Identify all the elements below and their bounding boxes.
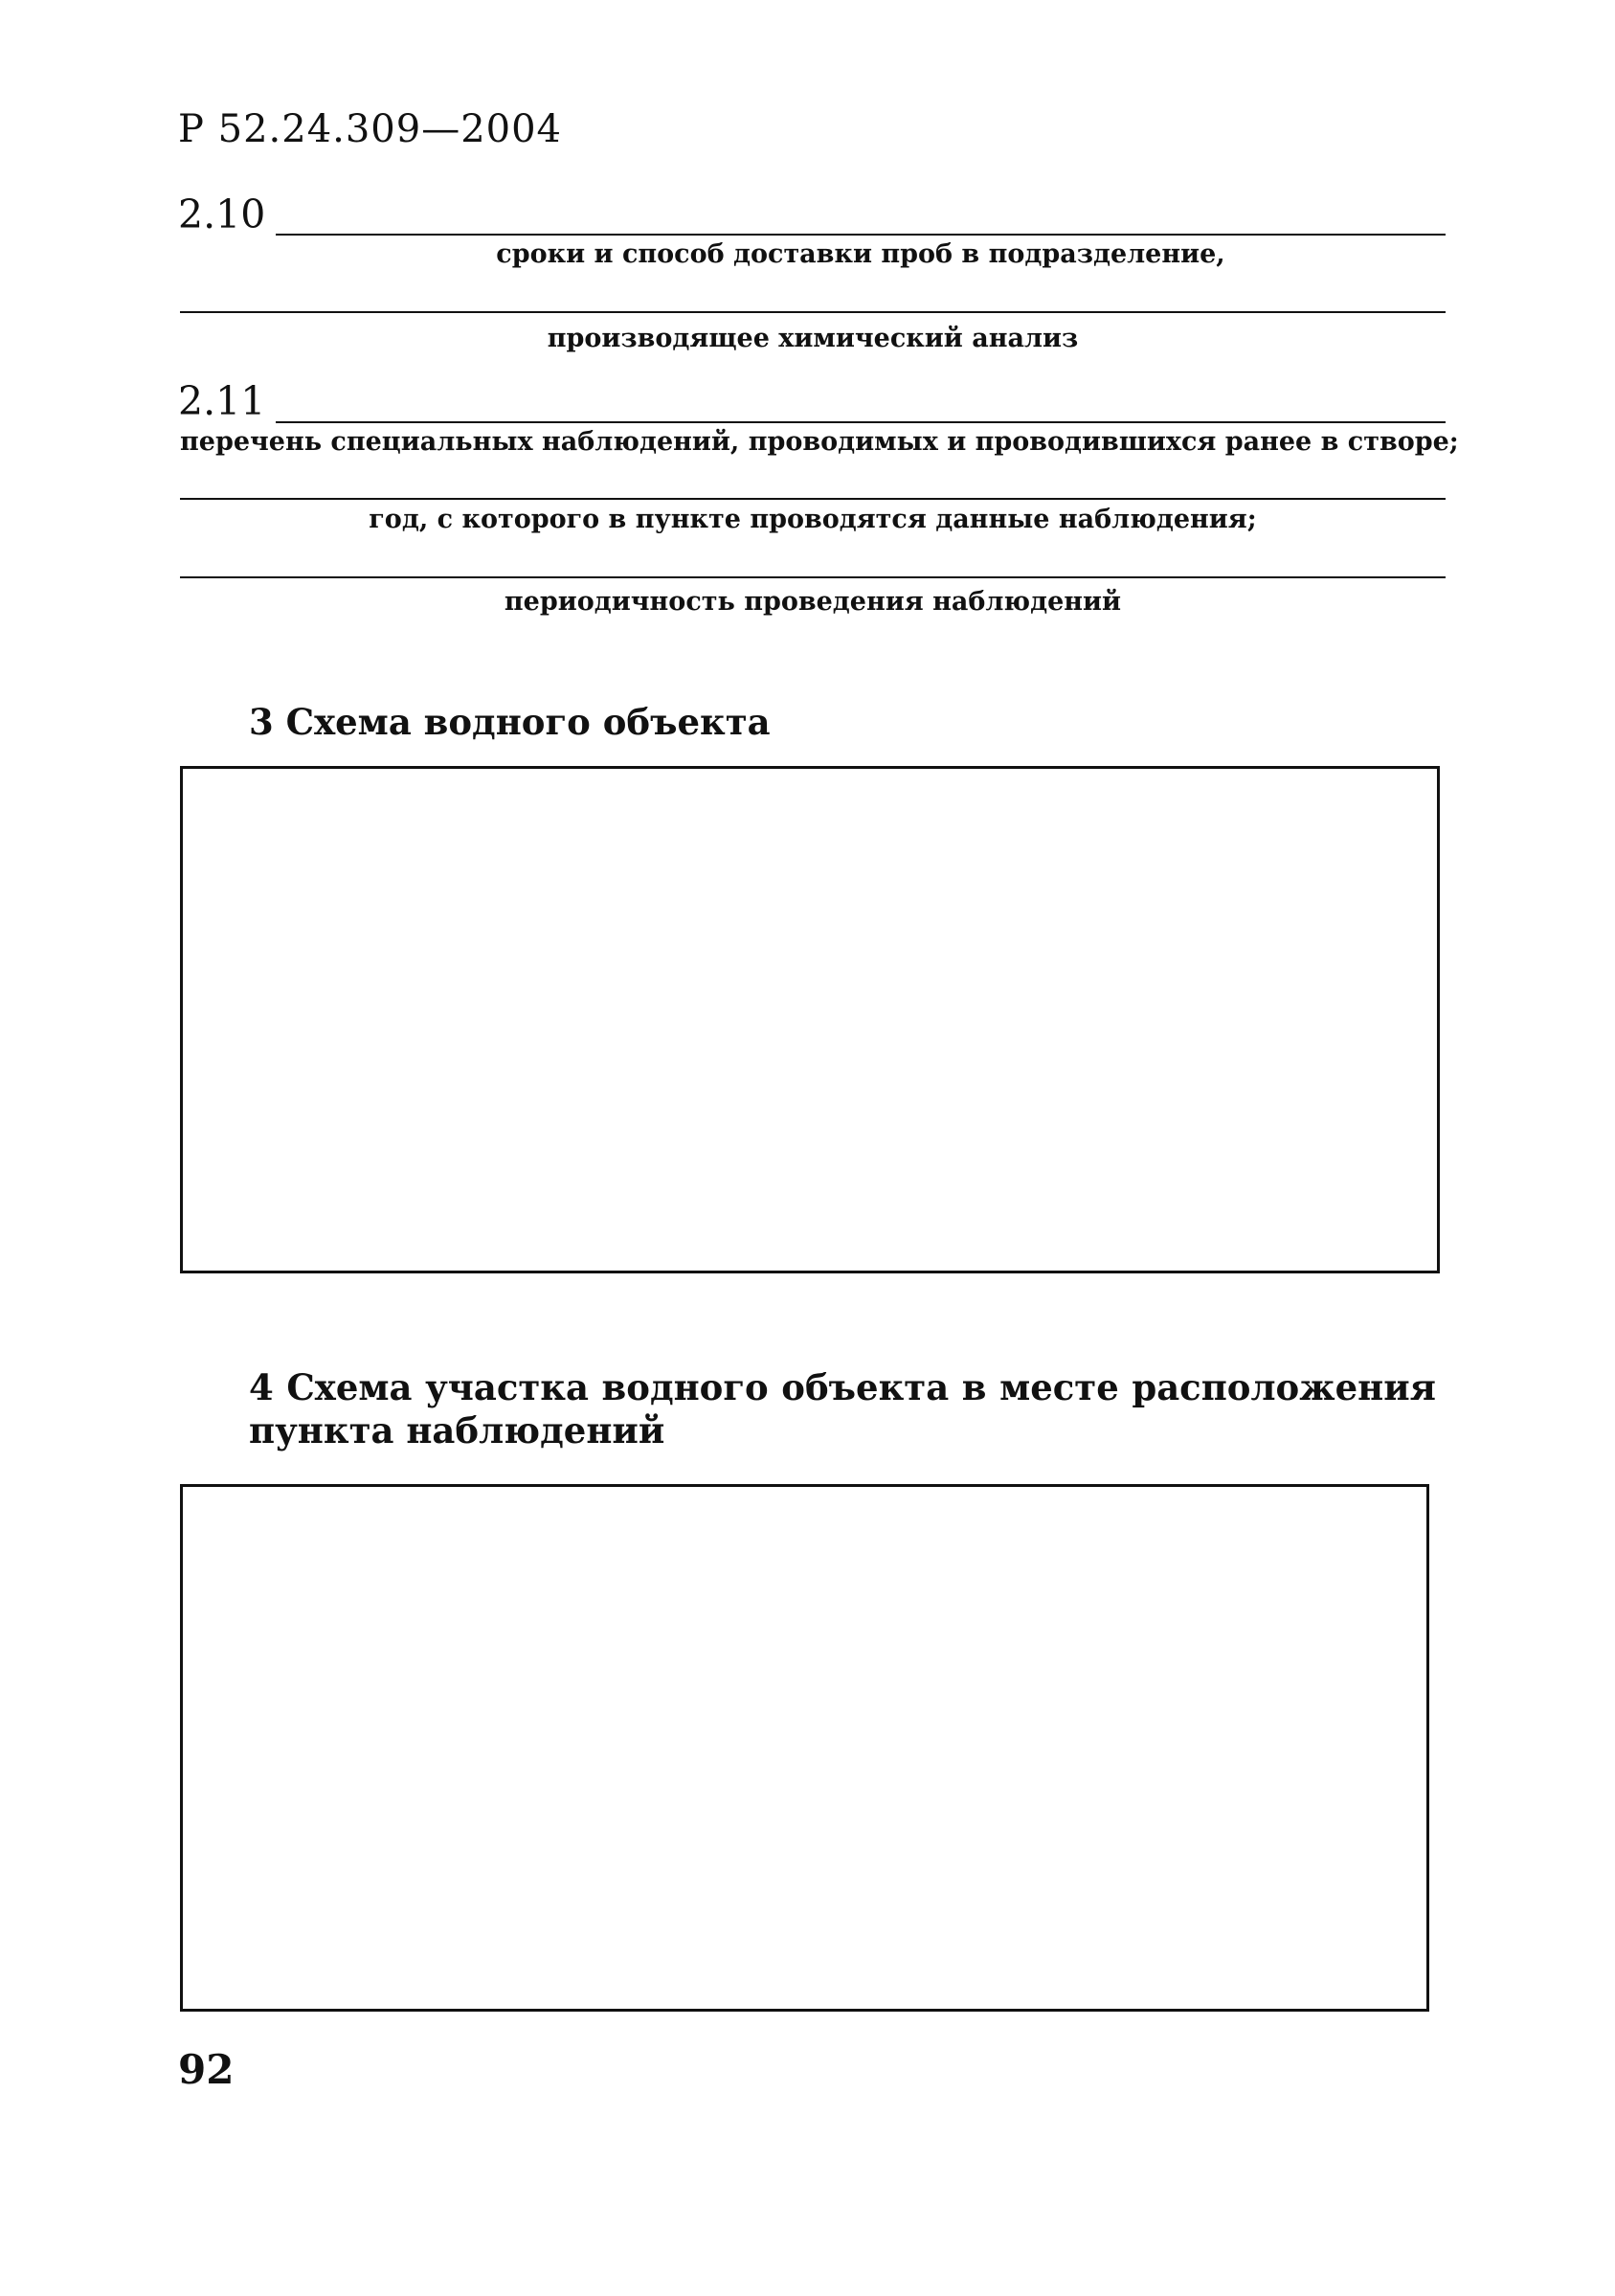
caption-2-11-c: периодичность проведения наблюдений — [504, 587, 1122, 617]
observation-site-scheme-box — [180, 1484, 1429, 2012]
fill-line-2-10-a — [276, 234, 1446, 236]
section-3-title: 3 Схема водного объекта — [249, 701, 771, 743]
caption-2-10-b: производящее химический анализ — [547, 324, 1079, 353]
caption-2-11-b: год, с которого в пункте проводятся данные наблюдения; — [369, 505, 1257, 534]
fill-line-2-11-c — [180, 576, 1446, 578]
caption-2-10-a: сроки и способ доставки проб в подразделение, — [496, 239, 1225, 269]
fill-line-2-10-b — [180, 311, 1446, 313]
page-number: 92 — [178, 2046, 235, 2093]
item-number-2-10: 2.10 — [178, 191, 266, 237]
item-number-2-11: 2.11 — [178, 378, 266, 424]
fill-line-2-11-b — [180, 498, 1446, 500]
section-4-title-line2: пункта наблюдений — [249, 1409, 665, 1452]
caption-2-11-a: перечень специальных наблюдений, проводимых и проводившихся ранее в створе; — [180, 427, 1459, 457]
fill-line-2-11-a — [276, 421, 1446, 423]
water-body-scheme-box — [180, 766, 1440, 1273]
document-code: Р 52.24.309—2004 — [178, 107, 562, 151]
section-4-title-line1: 4 Схема участка водного объекта в месте расположения — [249, 1366, 1436, 1408]
